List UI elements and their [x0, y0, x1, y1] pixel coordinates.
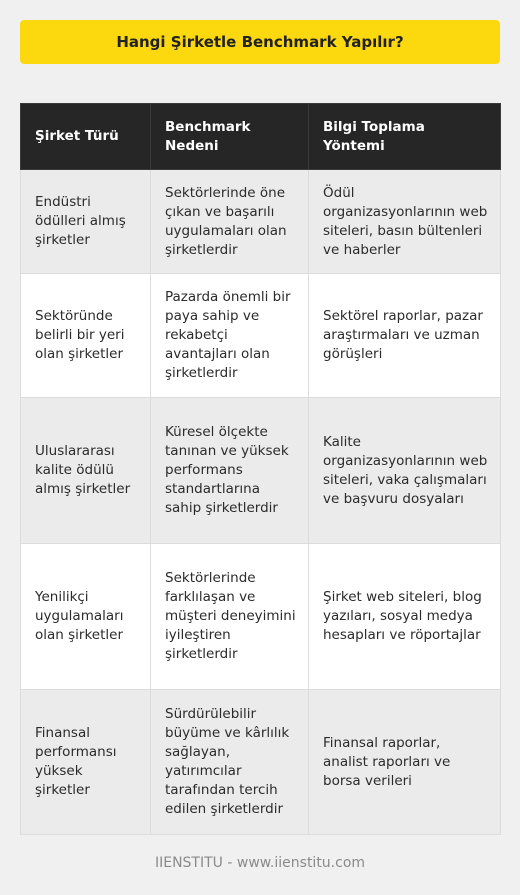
table-cell: Şirket web siteleri, blog yazıları, sosyal medya hesapları ve röportajlar — [309, 544, 501, 690]
table-cell: Kalite organizasyonlarının web siteleri, vaka çalışmaları ve başvuru dosyaları — [309, 398, 501, 544]
table-cell: Finansal performansı yüksek şirketler — [21, 690, 151, 835]
footer-text: IIENSTITU - www.iienstitu.com — [154, 855, 366, 871]
table-cell: Sektörlerinde farklılaşan ve müşteri deneyimini iyileştiren şirketlerdir — [151, 544, 309, 690]
table-cell: Küresel ölçekte tanınan ve yüksek performans standartlarına sahip şirketlerdir — [151, 398, 309, 544]
column-header: Şirket Türü — [21, 104, 151, 170]
table-row — [21, 544, 501, 690]
table-row — [21, 690, 501, 835]
benchmark-table — [20, 103, 501, 835]
table-cell: Endüstri ödülleri almış şirketler — [21, 170, 151, 274]
table-row — [21, 274, 501, 398]
table-cell: Sektörlerinde öne çıkan ve başarılı uygulamaları olan şirketlerdir — [151, 170, 309, 274]
table-cell: Finansal raporlar, analist raporları ve borsa verileri — [309, 690, 501, 835]
table-cell: Sektöründe belirli bir yeri olan şirketler — [21, 274, 151, 398]
column-header: Bilgi Toplama Yöntemi — [309, 104, 501, 170]
table-cell: Uluslararası kalite ödülü almış şirketler — [21, 398, 151, 544]
table-cell: Pazarda önemli bir paya sahip ve rekabetçi avantajları olan şirketlerdir — [151, 274, 309, 398]
table-cell: Sürdürülebilir büyüme ve kârlılık sağlayan, yatırımcılar tarafından tercih edilen şirketlerdir — [151, 690, 309, 835]
table-row — [21, 170, 501, 274]
table-row — [21, 398, 501, 544]
column-header: Benchmark Nedeni — [151, 104, 309, 170]
page-title: Hangi Şirketle Benchmark Yapılır? — [20, 20, 500, 64]
table-cell: Sektörel raporlar, pazar araştırmaları ve uzman görüşleri — [309, 274, 501, 398]
table-cell: Ödül organizasyonlarının web siteleri, basın bültenleri ve haberler — [309, 170, 501, 274]
table-header-row — [21, 104, 501, 170]
table-cell: Yenilikçi uygulamaları olan şirketler — [21, 544, 151, 690]
